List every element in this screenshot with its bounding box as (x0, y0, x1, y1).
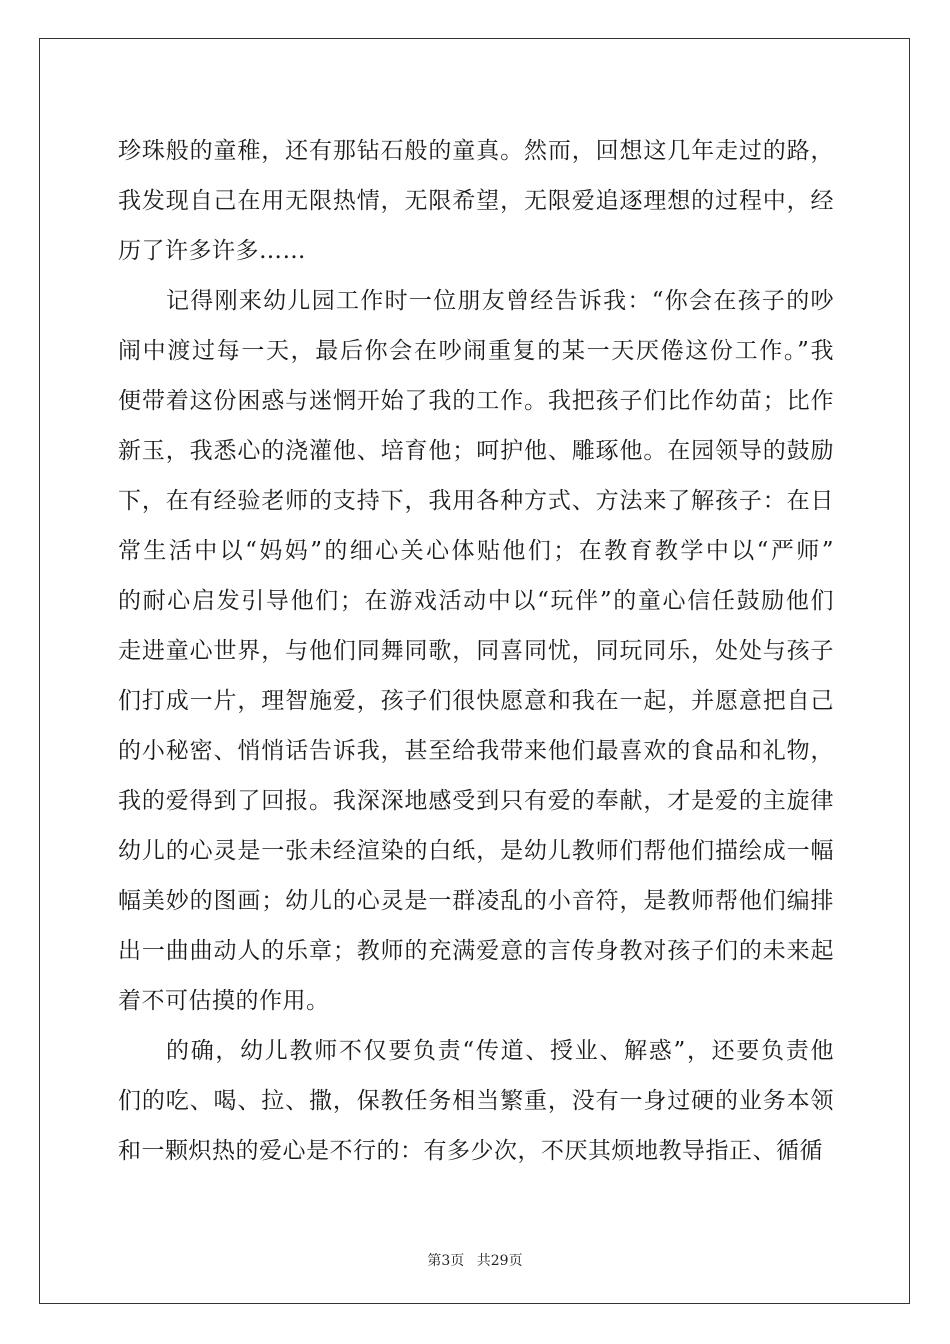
text-line: 走进童心世界，与他们同舞同歌，同喜同忧，同玩同乐，处处与孩子 (118, 638, 834, 664)
text-line: 记得刚来幼儿园工作时一位朋友曾经告诉我：“你会在孩子的吵 (166, 288, 834, 314)
page-total: 共29页 (476, 1253, 523, 1269)
text-line: 新玉，我悉心的浇灌他、培育他；呵护他、雕琢他。在园领导的鼓励 (118, 438, 834, 464)
text-line: 幅美妙的图画；幼儿的心灵是一群凌乱的小音符，是教师帮他们编排 (118, 888, 834, 914)
text-line: 下，在有经验老师的支持下，我用各种方式、方法来了解孩子：在日 (118, 488, 834, 514)
text-line: 的确，幼儿教师不仅要负责“传道、授业、解惑”，还要负责他 (166, 1038, 834, 1064)
text-line: 历了许多许多…… (118, 238, 306, 264)
paragraph (118, 276, 834, 1026)
text-line: 珍珠般的童稚，还有那钻石般的童真。然而，回想这几年走过的路， (118, 138, 834, 164)
page-footer (0, 1250, 950, 1270)
text-line: 的耐心启发引导他们；在游戏活动中以“玩伴”的童心信任鼓励他们 (118, 588, 834, 614)
text-line: 便带着这份困惑与迷惘开始了我的工作。我把孩子们比作幼苗；比作 (118, 388, 834, 414)
text-line: 闹中渡过每一天，最后你会在吵闹重复的某一天厌倦这份工作。”我 (118, 338, 834, 364)
text-line: 常生活中以“妈妈”的细心关心体贴他们；在教育教学中以“严师” (118, 538, 834, 564)
body-text (118, 126, 834, 1176)
text-line: 的小秘密、悄悄话告诉我，甚至给我带来他们最喜欢的食品和礼物， (118, 738, 834, 764)
paragraph (118, 1026, 834, 1176)
text-line: 和一颗炽热的爱心是不行的：有多少次，不厌其烦地教导指正、循循 (118, 1138, 823, 1164)
text-line: 们的吃、喝、拉、撒，保教任务相当繁重，没有一身过硬的业务本领 (118, 1088, 834, 1114)
text-line: 们打成一片，理智施爱，孩子们很快愿意和我在一起，并愿意把自己 (118, 688, 834, 714)
text-line: 着不可估摸的作用。 (118, 988, 330, 1014)
text-line: 我的爱得到了回报。我深深地感受到只有爱的奉献，才是爱的主旋律 (118, 788, 834, 814)
text-line: 我发现自己在用无限热情，无限希望，无限爱追逐理想的过程中，经 (118, 188, 834, 214)
text-line: 幼儿的心灵是一张未经渲染的白纸，是幼儿教师们帮他们描绘成一幅 (118, 838, 834, 864)
text-line: 出一曲曲动人的乐章；教师的充满爱意的言传身教对孩子们的未来起 (118, 938, 834, 964)
page-number: 第3页 (427, 1253, 465, 1269)
paragraph (118, 126, 834, 276)
